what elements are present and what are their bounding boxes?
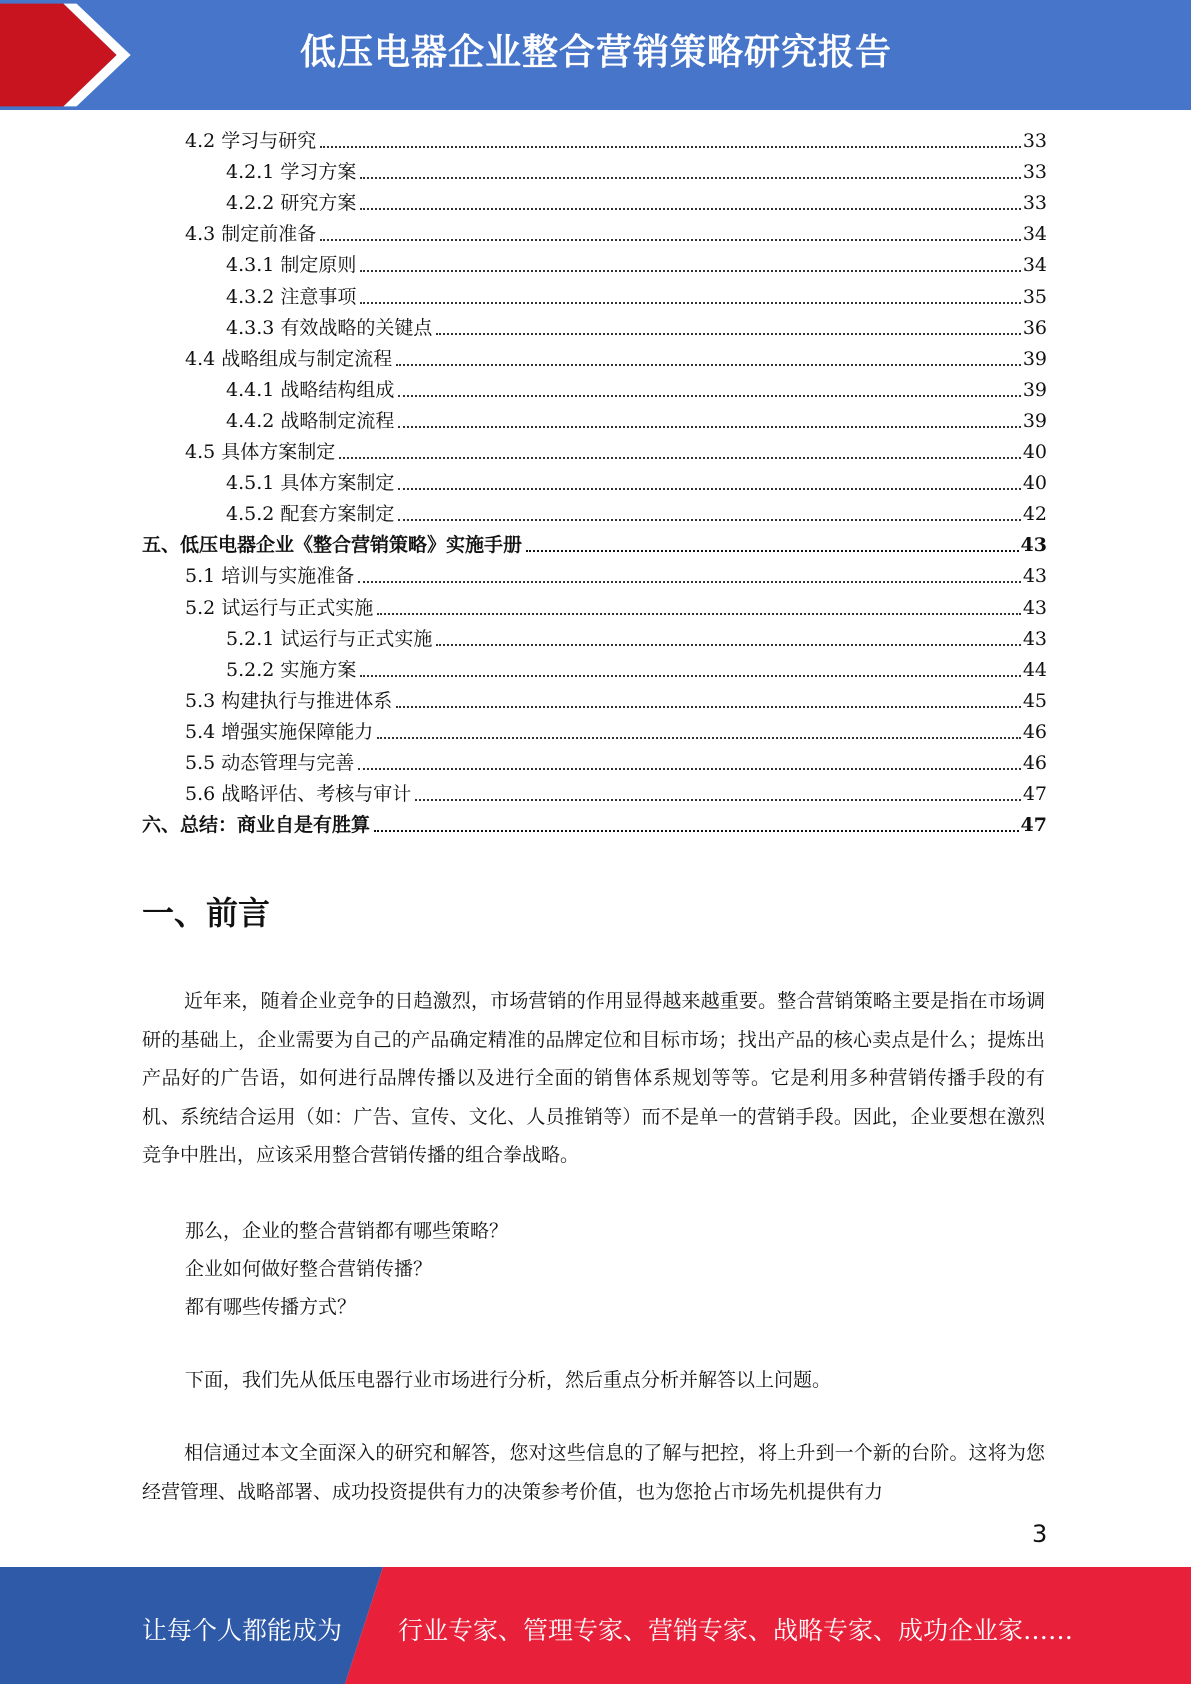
toc-entry[interactable] bbox=[185, 439, 1047, 465]
toc-entry-page: 45 bbox=[1022, 690, 1047, 712]
toc-entry-label: 5.5 动态管理与完善 bbox=[185, 752, 355, 774]
toc-entry-page: 44 bbox=[1022, 659, 1047, 681]
toc-entry-page: 46 bbox=[1022, 752, 1047, 774]
toc-dot-leader bbox=[360, 177, 1020, 179]
toc-entry[interactable] bbox=[142, 812, 1047, 838]
page-footer bbox=[0, 1567, 1191, 1684]
section-heading: 一、前言 bbox=[142, 894, 271, 932]
header-chevron-decoration bbox=[0, 0, 140, 110]
closing-paragraph: 相信通过本文全面深入的研究和解答，您对这些信息的了解与把控，将上升到一个新的台阶。这将为您经营管理、战略部署、成功投资提供有力的决策参考价值，也为您抢占市场先机提供有力 bbox=[142, 1442, 1045, 1503]
toc-dot-leader bbox=[436, 333, 1020, 335]
toc-entry-label: 5.4 增强实施保障能力 bbox=[185, 721, 374, 743]
toc-entry-page: 39 bbox=[1022, 410, 1047, 432]
toc-dot-leader bbox=[360, 208, 1020, 210]
toc-entry[interactable] bbox=[226, 501, 1047, 527]
toc-entry-page: 39 bbox=[1022, 348, 1047, 370]
toc-entry-label: 五、低压电器企业《整合营销策略》实施手册 bbox=[142, 534, 523, 556]
toc-dot-leader bbox=[396, 364, 1021, 366]
toc-entry[interactable] bbox=[226, 315, 1047, 341]
toc-dot-leader bbox=[360, 675, 1020, 677]
footer-slogan-left: 让每个人都能成为 bbox=[142, 1616, 343, 1645]
toc-dot-leader bbox=[358, 768, 1021, 770]
toc-entry-label: 5.1 培训与实施准备 bbox=[185, 565, 355, 587]
toc-entry[interactable] bbox=[185, 128, 1047, 154]
toc-entry-page: 47 bbox=[1020, 814, 1047, 836]
toc-entry[interactable] bbox=[226, 408, 1047, 434]
toc-entry-page: 35 bbox=[1022, 286, 1047, 308]
report-title: 低压电器企业整合营销策略研究报告 bbox=[300, 32, 893, 73]
toc-entry-label: 5.6 战略评估、考核与审计 bbox=[185, 783, 412, 805]
toc-dot-leader bbox=[374, 830, 1019, 832]
toc-entry[interactable] bbox=[185, 719, 1047, 745]
toc-entry-page: 46 bbox=[1022, 721, 1047, 743]
question-1: 那么，企业的整合营销都有哪些策略？ bbox=[185, 1220, 509, 1242]
toc-entry-page: 47 bbox=[1022, 783, 1047, 805]
toc-dot-leader bbox=[320, 239, 1021, 241]
toc-dot-leader bbox=[377, 737, 1021, 739]
toc-entry[interactable] bbox=[226, 252, 1047, 278]
toc-entry-label: 5.2.2 实施方案 bbox=[226, 659, 357, 681]
toc-entry-label: 4.5.2 配套方案制定 bbox=[226, 503, 395, 525]
toc-entry-page: 36 bbox=[1022, 317, 1047, 339]
toc-entry[interactable] bbox=[226, 190, 1047, 216]
intro-paragraph: 近年来，随着企业竞争的日趋激烈，市场营销的作用显得越来越重要。整合营销策略主要是指在市场调研的基础上，企业需要为自己的产品确定精准的品牌定位和目标市场；找出产品的核心卖点是什么；提炼出产品好的广告语，如何进行品牌传播以及进行全面的销售体系规划等等。它是利用多种营销传播手段的有机、系统结合运用（如：广告、宣传、文化、人员推销等）而不是单一的营销手段。因此，企业要想在激烈竞争中胜出，应该采用整合营销传播的组合拳战略。 bbox=[142, 990, 1045, 1166]
toc-entry-page: 33 bbox=[1022, 130, 1047, 152]
toc-entry[interactable] bbox=[226, 159, 1047, 185]
toc-dot-leader bbox=[320, 146, 1021, 148]
toc-entry-page: 43 bbox=[1020, 534, 1047, 556]
toc-entry-page: 33 bbox=[1022, 192, 1047, 214]
toc-entry-label: 5.2.1 试运行与正式实施 bbox=[226, 628, 433, 650]
toc-entry-label: 4.3.3 有效战略的关键点 bbox=[226, 317, 433, 339]
toc-dot-leader bbox=[526, 550, 1019, 552]
toc-entry-page: 43 bbox=[1022, 628, 1047, 650]
question-3: 都有哪些传播方式？ bbox=[185, 1296, 357, 1318]
toc-entry-page: 43 bbox=[1022, 597, 1047, 619]
toc-entry-label: 4.5.1 具体方案制定 bbox=[226, 472, 395, 494]
toc-entry-label: 5.2 试运行与正式实施 bbox=[185, 597, 374, 619]
toc-dot-leader bbox=[358, 581, 1021, 583]
toc-dot-leader bbox=[436, 644, 1020, 646]
toc-entry-page: 42 bbox=[1022, 503, 1047, 525]
toc-dot-leader bbox=[398, 488, 1020, 490]
toc-dot-leader bbox=[360, 302, 1020, 304]
toc-entry-label: 4.4.1 战略结构组成 bbox=[226, 379, 395, 401]
toc-dot-leader bbox=[339, 457, 1021, 459]
toc-entry[interactable] bbox=[226, 470, 1047, 496]
toc-entry[interactable] bbox=[185, 563, 1047, 589]
toc-entry-label: 4.2 学习与研究 bbox=[185, 130, 317, 152]
toc-entry-label: 4.2.2 研究方案 bbox=[226, 192, 357, 214]
footer-slogan-right: 行业专家、管理专家、营销专家、战略专家、成功企业家…… bbox=[398, 1616, 1074, 1645]
toc-dot-leader bbox=[360, 270, 1020, 272]
toc-entry-page: 34 bbox=[1022, 254, 1047, 276]
toc-entry[interactable] bbox=[185, 750, 1047, 776]
toc-entry[interactable] bbox=[185, 595, 1047, 621]
toc-entry[interactable] bbox=[226, 657, 1047, 683]
toc-entry-label: 4.4 战略组成与制定流程 bbox=[185, 348, 393, 370]
toc-entry-page: 33 bbox=[1022, 161, 1047, 183]
toc-entry[interactable] bbox=[226, 377, 1047, 403]
toc-entry-page: 39 bbox=[1022, 379, 1047, 401]
transition-paragraph: 下面，我们先从低压电器行业市场进行分析，然后重点分析并解答以上问题。 bbox=[185, 1369, 832, 1391]
toc-dot-leader bbox=[377, 613, 1021, 615]
toc-entry-label: 4.3 制定前准备 bbox=[185, 223, 317, 245]
toc-entry-label: 4.3.2 注意事项 bbox=[226, 286, 357, 308]
toc-dot-leader bbox=[398, 426, 1020, 428]
toc-entry-page: 43 bbox=[1022, 565, 1047, 587]
toc-entry[interactable] bbox=[226, 284, 1047, 310]
toc-dot-leader bbox=[398, 519, 1020, 521]
toc-entry-page: 40 bbox=[1022, 472, 1047, 494]
toc-entry[interactable] bbox=[142, 532, 1047, 558]
toc-entry-label: 4.5 具体方案制定 bbox=[185, 441, 336, 463]
page-number: 3 bbox=[1032, 1520, 1048, 1548]
toc-entry-label: 5.3 构建执行与推进体系 bbox=[185, 690, 393, 712]
toc-entry-page: 34 bbox=[1022, 223, 1047, 245]
toc-entry[interactable] bbox=[185, 688, 1047, 714]
toc-dot-leader bbox=[415, 799, 1021, 801]
toc-entry-page: 40 bbox=[1022, 441, 1047, 463]
toc-entry-label: 4.3.1 制定原则 bbox=[226, 254, 357, 276]
page-header bbox=[0, 0, 1191, 110]
toc-dot-leader bbox=[396, 706, 1021, 708]
toc-dot-leader bbox=[398, 395, 1020, 397]
toc-entry-label: 4.4.2 战略制定流程 bbox=[226, 410, 395, 432]
toc-entry[interactable] bbox=[185, 221, 1047, 247]
toc-entry[interactable] bbox=[226, 626, 1047, 652]
toc-entry[interactable] bbox=[185, 346, 1047, 372]
question-2: 企业如何做好整合营销传播？ bbox=[185, 1258, 433, 1280]
toc-entry-label: 4.2.1 学习方案 bbox=[226, 161, 357, 183]
toc-entry[interactable] bbox=[185, 781, 1047, 807]
toc-entry-label: 六、总结：商业自是有胜算 bbox=[142, 814, 371, 836]
